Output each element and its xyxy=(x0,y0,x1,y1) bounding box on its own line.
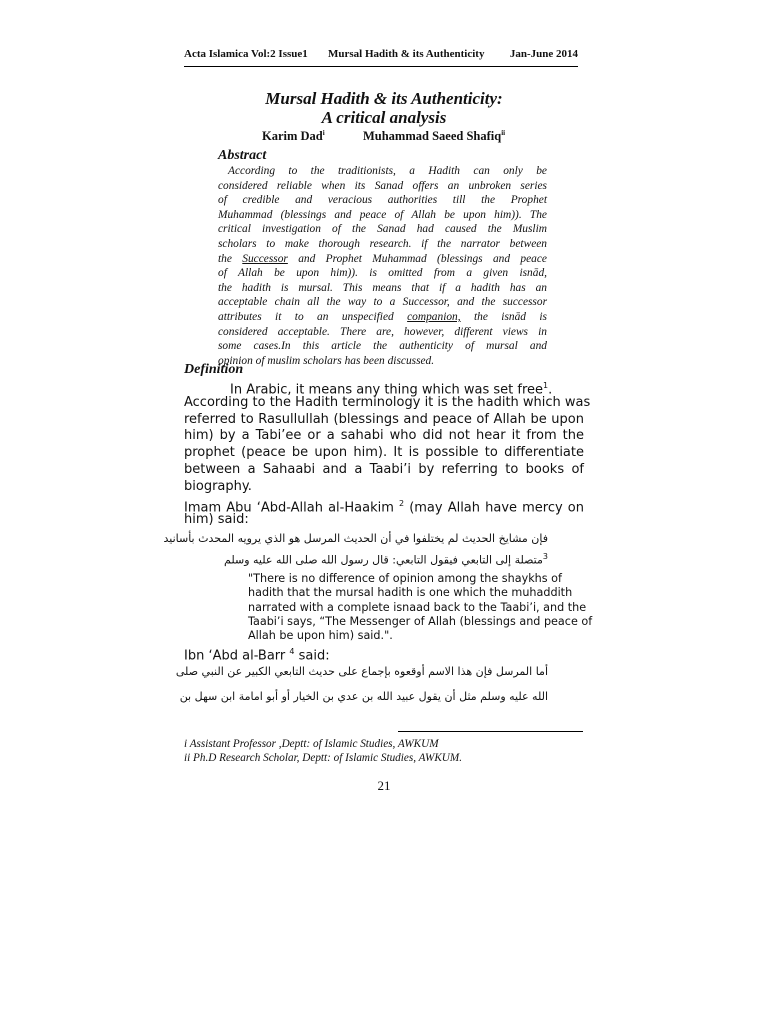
companion-term: companion, xyxy=(407,310,461,323)
definition-text: . xyxy=(548,382,553,398)
imam-line: him) said: xyxy=(184,512,249,528)
footnote-ref-1: 1 xyxy=(543,381,549,390)
definition-line: referred to Rasullullah (blessings and peace of Allah be upon xyxy=(184,411,584,427)
page-number: 21 xyxy=(377,778,391,793)
quote-line: hadith that the mursal hadith is one which the muhaddith xyxy=(248,586,573,600)
arabic-quote2-line-1: أما المرسل فإن هذا الاسم أوقعوه بإجماع على حديث التابعي الكبير عن النبي صلى xyxy=(175,665,548,678)
footnote-ref-2: 2 xyxy=(398,498,405,508)
author-2-mark: ii xyxy=(501,129,506,137)
definition-first-line xyxy=(184,378,584,398)
issue-date: Jan-June 2014 xyxy=(509,48,578,60)
paper-title-line-1: Mursal Hadith & its Authenticity: xyxy=(265,89,503,108)
abstract-text: and Prophet Muhammad (blessings and peace xyxy=(298,252,547,265)
ibn-line xyxy=(184,644,584,664)
successor-term: Successor xyxy=(242,252,288,265)
definition-line: between a Sahaabi and a Taabi’i by referring to books of xyxy=(184,461,584,477)
abstract-body xyxy=(218,164,547,368)
arabic-quote2-line-2: الله عليه وسلم مثل أن يقول عبيد الله بن عدي بن الخيار أو أبو امامة ابن سهل بن xyxy=(179,690,548,703)
abstract-text: attributes it to an unspecified xyxy=(218,310,394,323)
abstract-line-companion xyxy=(218,310,547,325)
quote-line: Allah be upon him) said.". xyxy=(248,629,393,643)
definition-line: him) by a Tabi’ee or a sahabi who did not hear it from the xyxy=(184,428,584,444)
definition-line: biography. xyxy=(184,478,252,494)
imam-name: Imam Abu ‘Abd-Allah al-Haakim xyxy=(184,499,394,515)
abstract-text: the isnād is xyxy=(474,310,547,323)
abstract-line: considered acceptable. There are, however, different views in xyxy=(218,325,547,338)
definition-text: In Arabic, it means any thing which was set free xyxy=(230,382,544,398)
author-1-mark: i xyxy=(322,129,325,137)
abstract-line: of Allah be upon him)). is omitted from a given isnād, xyxy=(218,267,547,280)
abstract-text: the xyxy=(218,252,232,265)
footnote-1: i Assistant Professor ,Deptt: of Islamic Studies, AWKUM xyxy=(184,738,439,750)
imam-line xyxy=(184,496,584,513)
abstract-line: acceptable chain all the way to a Successor, and the successor xyxy=(218,296,547,309)
footnote-2: ii Ph.D Research Scholar, Deptt: of Islamic Studies, AWKUM. xyxy=(184,752,462,764)
arabic-quote-line-2 xyxy=(224,552,548,567)
quote-line: Taabi’i says, “The Messenger of Allah (blessings and peace of xyxy=(248,614,593,628)
abstract-line: scholars to make thorough research. if the narrator between xyxy=(218,237,547,250)
author-1: Karim Dad xyxy=(262,129,323,144)
abstract-line-successor xyxy=(218,252,547,267)
ibn-name: Ibn ‘Abd al-Barr xyxy=(184,648,286,664)
paper-title-line-2: A critical analysis xyxy=(321,108,447,127)
abstract-line: considered reliable when its Sanad offers an unbroken series xyxy=(218,179,547,192)
definition-paragraph xyxy=(184,378,591,529)
ibn-abd-al-barr-line xyxy=(184,644,584,664)
abstract-line: opinion of muslim scholars has been discussed. xyxy=(218,354,435,367)
translation-quote xyxy=(248,572,593,643)
author-list xyxy=(262,129,505,144)
definition-heading: Definition xyxy=(184,362,244,377)
definition-line: prophet (peace be upon him). It is possible to differentiate xyxy=(184,445,584,461)
imam-text: (may Allah have mercy on xyxy=(409,499,584,515)
arabic-quote-line-1: فإن مشايخ الحديث لم يختلفوا في أن الحديث المرسل هو الذي يرويه المحدث بأسانيد xyxy=(163,532,548,545)
abstract-heading: Abstract xyxy=(218,148,267,163)
header-rule xyxy=(184,66,578,67)
footnote-ref-4: 4 xyxy=(289,647,295,656)
definition-line: According to the Hadith terminology it is the hadith which was xyxy=(184,394,591,410)
ibn-text: said: xyxy=(298,648,330,664)
abstract-line: critical investigation of the Sanad had caused the Muslim xyxy=(218,223,547,236)
abstract-line: of credible and veracious authorities till the Prophet xyxy=(218,194,547,207)
footnote-rule xyxy=(398,731,583,732)
abstract-line: some cases.In this article the authenticity of mursal and xyxy=(218,340,547,353)
running-title: Mursal Hadith & its Authenticity xyxy=(328,48,485,60)
footnote-ref-3: 3 xyxy=(542,552,548,561)
abstract-line: the hadith is mursal. This means that if a hadith has an xyxy=(218,281,547,294)
arabic-text: متصلة إلى التابعي فيقول التابعي: قال رسول الله صلى الله عليه وسلم xyxy=(224,553,543,567)
author-2: Muhammad Saeed Shafiq xyxy=(362,129,502,144)
quote-line: "There is no difference of opinion among the shaykhs of xyxy=(248,572,562,585)
journal-name: Acta Islamica Vol:2 Issue1 xyxy=(184,48,308,60)
abstract-line: According to the traditionists, a Hadith can only be xyxy=(228,165,547,177)
quote-line: narrated with a complete isnaad back to the Taabi’i, and the xyxy=(248,600,587,614)
abstract-line: Muhammad (blessings and peace of Allah be upon him)). The xyxy=(218,208,547,221)
